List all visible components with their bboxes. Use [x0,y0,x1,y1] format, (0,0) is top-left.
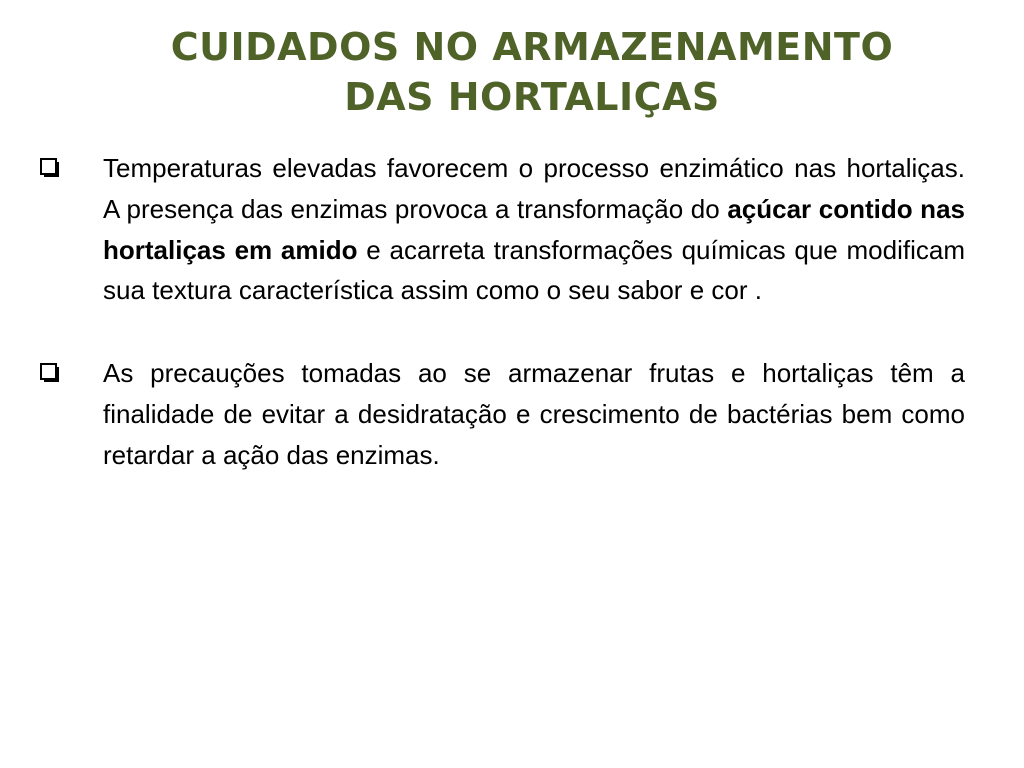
bullet-item-1 [0,148,1024,311]
slide-title [100,22,964,122]
bullet-text-bold: açúcar contido nas hortaliças em amido [103,193,965,265]
checkbox-square-icon [40,158,60,178]
bullet-text-normal: e acarreta transformações químicas que modificam sua textura característica assim como o seu sabor e cor . [103,234,965,306]
bullet-item-2 [0,353,1024,475]
bullet-text [103,148,965,311]
bullet-text-normal: Temperaturas elevadas favorecem o processo enzimático nas hortaliças. A presença das enzimas provoca a transformação do [103,153,965,224]
slide-title-line-1: CUIDADOS NO ARMAZENAMENTO [170,25,894,69]
checkbox-square-icon [40,363,60,383]
bullet-text: As precauções tomadas ao se armazenar frutas e hortaliças têm a finalidade de evitar a desidratação e crescimento de bactérias bem como retardar a ação das enzimas. [103,358,965,470]
slide-title-line-2: DAS HORTALIÇAS [344,75,720,119]
bullet-list [0,148,1024,518]
